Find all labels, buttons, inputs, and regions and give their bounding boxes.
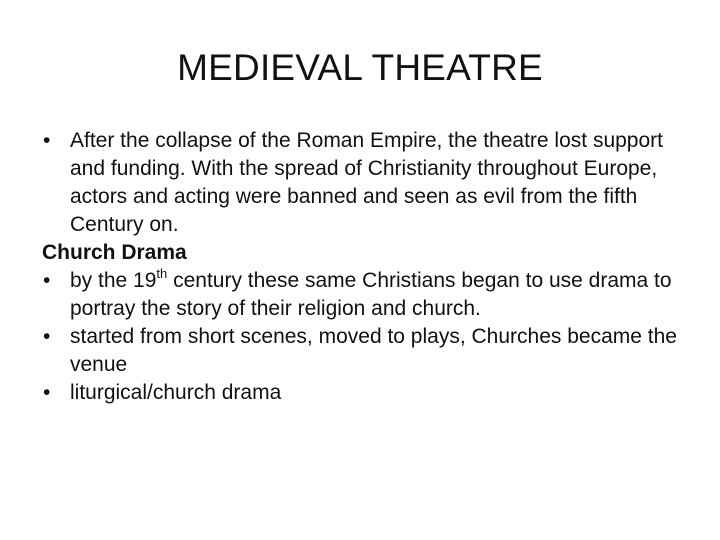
bullet-text: started from short scenes, moved to plays, Churches became the venue	[70, 325, 677, 376]
bullet-marker: •	[43, 269, 51, 292]
bullet-marker: •	[43, 381, 51, 404]
section-heading: Church Drama	[42, 241, 187, 264]
slide-body	[42, 127, 692, 407]
bullet-text: liturgical/church drama	[70, 381, 282, 404]
bullet-text-end: century these same Christians began to use drama to portray the story of their religion and church.	[70, 269, 672, 320]
ordinal-superscript: th	[156, 266, 168, 281]
bullet-text: After the collapse of the Roman Empire, the theatre lost support and funding. With the spread of Christianity throughout Europe, actors and acting were banned and seen as evil from the fifth Century on.	[70, 129, 663, 236]
bullet-marker: •	[43, 325, 51, 348]
bullet-item	[42, 127, 692, 239]
slide-title: MEDIEVAL THEATRE	[177, 47, 543, 88]
bullet-text-start: by the 19	[70, 269, 157, 292]
bullet-marker: •	[43, 129, 51, 152]
bullet-item	[42, 323, 692, 379]
bullet-text	[70, 266, 672, 320]
bullet-item	[42, 379, 692, 407]
bullet-item	[42, 267, 692, 323]
